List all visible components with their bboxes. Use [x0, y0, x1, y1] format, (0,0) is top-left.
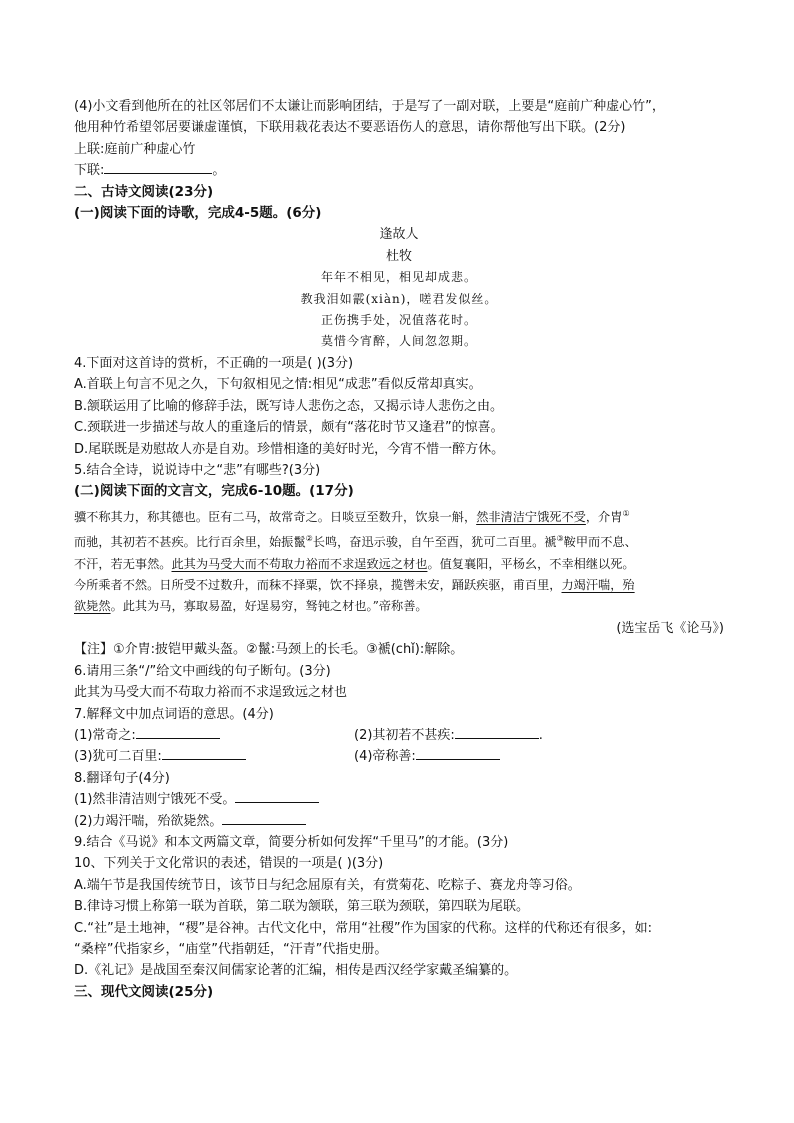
q4-option-c: C.颈联进一步描述与故人的重逢后的情景，颇有“落花时节又逢君”的惊喜。: [74, 420, 504, 436]
prose-line: 而驰，其初若不甚疾。比行百余里，始振鬣②长鸣，奋迅示骏，自午至酉，犹可二百里。褫③鞍甲而不息、: [74, 534, 637, 550]
poem-line: 莫惜今宵醉，人间忽忽期。: [320, 334, 477, 349]
underlined-sentence: 此其为马受大而不苟取力裕而不求逞致远之材也: [171, 556, 428, 571]
part-1-title: (一)阅读下面的诗歌，完成4-5题。(6分): [74, 205, 322, 222]
q7-item: (2)其初若不甚疾:: [354, 727, 455, 743]
q10-option-a: A.端午节是我国传统节日，该节日与纪念屈原有关，有赏菊花、吃粽子、赛龙舟等习俗。: [74, 877, 581, 893]
poem-author: 杜牧: [385, 248, 412, 264]
underlined-sentence: 欲毙然: [74, 599, 111, 614]
q8-stem: 8.翻译句子(4分): [74, 770, 170, 786]
q8-item: (1)然非清洁则宁饿死不受。: [74, 789, 724, 810]
answer-blank[interactable]: [235, 790, 319, 803]
couplet-lower-end: 。: [212, 163, 226, 179]
prose-line: 不汗，若无事然。此其为马受大而不苟取力裕而不求逞致远之材也。值复襄阳，平杨幺，不幸相继以死。: [74, 556, 635, 571]
poem-line: 正伤携手处，况值落花时。: [320, 313, 477, 328]
poem-title: 逢故人: [379, 227, 419, 243]
answer-blank[interactable]: [416, 747, 500, 760]
note-marker: ①: [622, 508, 630, 518]
q7-item: (4)帝称善:: [354, 749, 416, 765]
prose-line: 骥不称其力，称其德也。臣有二马，故常奇之。日啖豆至数升，饮泉一斛，然非清洁宁饿死不受，介胄①: [74, 508, 630, 524]
q5-stem: 5.结合全诗，说说诗中之“悲”有哪些?(3分): [74, 462, 321, 478]
q8-item: (2)力竭汗喘，殆欲毙然。: [74, 811, 724, 832]
prose-source: (选宝岳飞《论马》): [616, 620, 724, 636]
answer-blank[interactable]: [136, 726, 220, 739]
q9-stem: 9.结合《马说》和本文两篇文章，简要分析如何发挥“千里马”的才能。(3分): [74, 834, 509, 850]
q10-option-c-cont: “桑梓”代指家乡，“庙堂”代指朝廷，“汗青”代指史册。: [74, 941, 388, 957]
q7-row: [74, 746, 724, 767]
q10-option-b: B.律诗习惯上称第一联为首联，第二联为颔联，第三联为颈联，第四联为尾联。: [74, 899, 530, 915]
section-3-title: 三、现代文阅读(25分): [74, 983, 214, 1000]
note-marker: ②: [305, 534, 313, 544]
q4-part4-line2: 他用种竹希望邻居要谦虚谨慎，下联用栽花表达不要恶语伤人的意思，请你帮他写出下联。(2分): [74, 120, 626, 136]
answer-blank[interactable]: [455, 726, 539, 739]
couplet-lower: [74, 160, 724, 181]
part-2-title: (二)阅读下面的文言文，完成6-10题。(17分): [74, 483, 354, 500]
q4-option-d: D.尾联既是劝慰故人亦是自劝。珍惜相逢的美好时光，今宵不惜一醉方休。: [74, 441, 505, 457]
q10-option-c: C.“社”是土地神，“稷”是谷神。古代文化中，常用“社稷”作为国家的代称。这样的代称还有很多，如:: [74, 920, 652, 936]
underlined-sentence: 力竭汗喘，殆: [561, 578, 635, 593]
q6-sentence: 此其为马受大而不苟取力裕而不求逞致远之材也: [74, 685, 348, 701]
poem-line: 教我泪如霰(xiàn)，嗟君发似丝。: [300, 291, 498, 306]
q7-row: (1)常奇之: (2)其初若不甚疾: .: [74, 727, 543, 743]
annotation-note: 【注】①介胄:披铠甲戴头盔。②鬣:马颈上的长毛。③褫(chǐ):解除。: [74, 642, 464, 658]
couplet-answer-blank[interactable]: [104, 161, 212, 174]
q4-part4-line1: (4)小文看到他所在的社区邻居们不太谦让而影响团结，于是写了一副对联，上要是“庭前广种虚心竹”，: [74, 99, 665, 114]
q7-item: (3)犹可二百里:: [74, 749, 162, 765]
q4-option-b: B.颔联运用了比喻的修辞手法，既写诗人悲伤之态，又揭示诗人悲伤之由。: [74, 398, 504, 414]
answer-blank[interactable]: [162, 747, 246, 760]
exam-page: [74, 96, 724, 1003]
q7-stem: 7.解释文中加点词语的意思。(4分): [74, 706, 274, 722]
prose-line: 欲毙然。此其为马，寡取易盈，好逞易穷，驽钝之材也。”帝称善。: [74, 599, 428, 614]
q4-stem: 4.下面对这首诗的赏析，不正确的一项是( )(3分): [74, 355, 354, 371]
underlined-sentence: 然非清洁宁饿死不受: [476, 509, 586, 524]
answer-blank[interactable]: [222, 812, 306, 825]
q10-stem: 10、下列关于文化常识的表述，错误的一项是( )(3分): [74, 856, 384, 872]
q10-option-d: D.《礼记》是战国至秦汉间儒家论著的汇编，相传是西汉经学家戴圣编纂的。: [74, 963, 518, 979]
couplet-upper: 上联:庭前广种虚心竹: [74, 141, 196, 157]
note-marker: ③: [556, 534, 564, 544]
prose-line: 今所乘者不然。日所受不过数升，而秣不择粟，饮不择泉，揽辔未安，踊跃疾驱，甫百里，力竭汗喘，殆: [74, 578, 635, 593]
poem-line: 年年不相见，相见却成悲。: [320, 270, 477, 285]
q6-stem: 6.请用三条“/”给文中画线的句子断句。(3分): [74, 663, 331, 679]
section-2-title: 二、古诗文阅读(23分): [74, 183, 214, 200]
q7-item: (1)常奇之:: [74, 727, 136, 743]
q4-option-a: A.首联上句言不见之久，下句叙相见之情:相见“成悲”看似反常却真实。: [74, 377, 482, 393]
couplet-lower-label: 下联:: [74, 163, 105, 179]
